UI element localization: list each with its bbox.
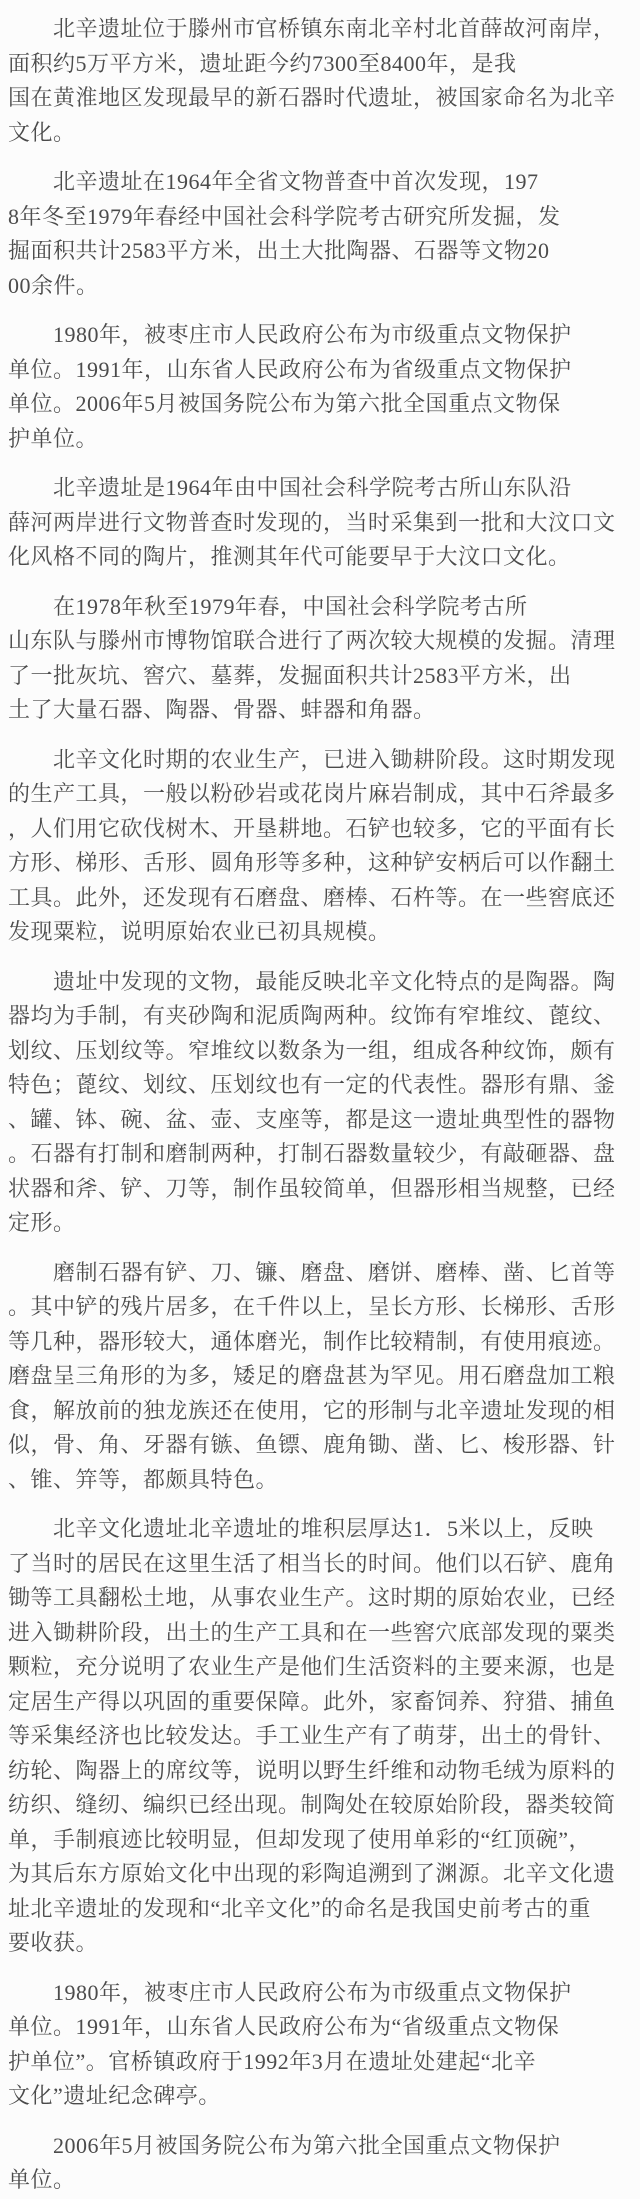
text-line: 单位。 <box>8 2167 76 2192</box>
text-line: 2006年5月被国务院公布为第六批全国重点文物保护 <box>53 2132 561 2158</box>
paragraph <box>8 743 636 950</box>
text-line: 特色；蓖纹、划纹、压划纹也有一定的代表性。器形有鼎、釜 <box>8 1072 616 1097</box>
text-line: 要收获。 <box>8 1930 99 1955</box>
paragraph <box>8 318 636 456</box>
text-line: 、罐、钵、碗、盆、壶、支座等，都是这一遗址典型性的器物 <box>8 1106 616 1132</box>
text-line: 北辛遗址是1964年由中国社会科学院考古所山东队沿 <box>53 475 572 500</box>
text-line: 划纹、压划纹等。窄堆纹以数条为一组，组成各种纹饰，颇有 <box>8 1037 616 1063</box>
paragraph <box>8 165 636 303</box>
text-line: 状器和斧、铲、刀等，制作虽较简单，但器形相当规整，已经 <box>8 1175 616 1201</box>
text-line: 北辛遗址位于滕州市官桥镇东南北辛村北首薛故河南岸， <box>53 16 616 41</box>
text-line: 在1978年秋至1979年春，中国社会科学院考古所 <box>53 593 528 619</box>
paragraph <box>8 2129 636 2198</box>
text-line: 1980年，被枣庄市人民政府公布为市级重点文物保护 <box>53 1979 572 2005</box>
text-line: 化风格不同的陶片，推测其年代可能要早于大汶口文化。 <box>8 544 571 569</box>
text-line: 土了大量石器、陶器、骨器、蚌器和角器。 <box>8 697 436 722</box>
text-line: 进入锄耕阶段，出土的生产工具和在一些窖穴底部发现的粟类 <box>8 1619 616 1645</box>
text-line: 面积约5万平方米，遗址距今约7300至8400年，是我 <box>8 50 517 76</box>
text-line: 工具。此外，还发现有石磨盘、磨棒、石杵等。在一些窖底还 <box>8 884 616 910</box>
text-line: 了一批灰坑、窖穴、墓葬，发掘面积共计2583平方米，出 <box>8 662 572 688</box>
text-line: 了当时的居民在这里生活了相当长的时间。他们以石铲、鹿角 <box>8 1550 616 1576</box>
text-line: 00余件。 <box>8 272 99 298</box>
text-line: 遗址中发现的文物，最能反映北辛文化特点的是陶器。陶 <box>53 968 616 994</box>
text-line: 等采集经济也比较发达。手工业生产有了萌芽，出土的骨针、 <box>8 1723 616 1748</box>
text-line: 址北辛遗址的发现和“北辛文化”的命名是我国史前考古的重 <box>8 1895 592 1921</box>
text-line: 似，骨、角、牙器有镞、鱼镖、鹿角锄、凿、匕、梭形器、针 <box>8 1432 616 1457</box>
paragraph <box>8 1976 636 2114</box>
text-line: 磨制石器有铲、刀、镰、磨盘、磨饼、磨棒、凿、匕首等 <box>53 1259 616 1285</box>
text-line: 等几种，器形较大，通体磨光，制作比较精制，有使用痕迹。 <box>8 1328 616 1354</box>
text-line: 、锥、笄等，都颇具特色。 <box>8 1466 279 1492</box>
text-line: 北辛文化遗址北辛遗址的堆积层厚达1．5米以上，反映 <box>53 1516 594 1541</box>
text-line: 。石器有打制和磨制两种，打制石器数量较少，有敲砸器、盘 <box>8 1141 616 1166</box>
text-line: 定居生产得以巩固的重要保障。此外，家畜饲养、狩猎、捕鱼 <box>8 1688 616 1714</box>
text-line: 方形、梯形、舌形、圆角形等多种，这种铲安柄后可以作翻土 <box>8 850 616 875</box>
text-line: 食，解放前的独龙族还在使用，它的形制与北辛遗址发现的相 <box>8 1397 616 1423</box>
text-line: 为其后东方原始文化中出现的彩陶追溯到了渊源。北辛文化遗 <box>8 1861 616 1886</box>
text-line: 山东队与滕州市博物馆联合进行了两次较大规模的发掘。清理 <box>8 628 616 653</box>
text-line: 文化。 <box>8 119 76 145</box>
paragraph <box>8 1512 636 1961</box>
text-line: 护单位”。官桥镇政府于1992年3月在遗址处建起“北辛 <box>8 2048 537 2074</box>
text-line: 掘面积共计2583平方米，出土大批陶器、石器等文物20 <box>8 238 550 263</box>
paragraph <box>8 471 636 575</box>
text-line: 文化”遗址纪念碑亭。 <box>8 2083 221 2108</box>
text-line: 单位。1991年，山东省人民政府公布为“省级重点文物保 <box>8 2014 560 2039</box>
text-line: 纺织、缝纫、编织已经出现。制陶处在较原始阶段，器类较简 <box>8 1792 616 1817</box>
text-line: 单，手制痕迹比较明显，但却发现了使用单彩的“红顶碗”， <box>8 1826 592 1852</box>
text-line: 8年冬至1979年春经中国社会科学院考古研究所发掘，发 <box>8 203 561 229</box>
paragraph <box>8 965 636 1241</box>
text-line: 锄等工具翻松土地，从事农业生产。这时期的原始农业，已经 <box>8 1585 616 1610</box>
paragraph <box>8 12 636 150</box>
text-line: 定形。 <box>8 1210 76 1235</box>
text-line: 北辛遗址在1964年全省文物普查中首次发现，197 <box>53 169 539 194</box>
text-line: 的生产工具，一般以粉砂岩或花岗片麻岩制成，其中石斧最多 <box>8 781 616 806</box>
text-line: 磨盘呈三角形的为多，矮足的磨盘甚为罕见。用石磨盘加工粮 <box>8 1363 616 1388</box>
paragraph <box>8 1256 636 1498</box>
text-line: 国在黄淮地区发现最早的新石器时代遗址，被国家命名为北辛 <box>8 85 616 110</box>
text-line: 颗粒，充分说明了农业生产是他们生活资料的主要来源，也是 <box>8 1654 616 1679</box>
text-line: 护单位。 <box>8 425 99 451</box>
text-line: ，人们用它砍伐树木、开垦耕地。石铲也较多，它的平面有长 <box>8 815 616 841</box>
text-line: 器均为手制，有夹砂陶和泥质陶两种。纹饰有窄堆纹、蓖纹、 <box>8 1003 616 1028</box>
paragraph <box>8 590 636 728</box>
text-line: 发现粟粒，说明原始农业已初具规模。 <box>8 919 391 944</box>
text-line: 薛河两岸进行文物普查时发现的，当时采集到一批和大汶口文 <box>8 509 616 535</box>
text-line: 单位。2006年5月被国务院公布为第六批全国重点文物保 <box>8 391 561 416</box>
text-line: 北辛文化时期的农业生产，已进入锄耕阶段。这时期发现 <box>53 746 616 772</box>
text-line: 1980年，被枣庄市人民政府公布为市级重点文物保护 <box>53 322 572 347</box>
text-line: 单位。1991年，山东省人民政府公布为省级重点文物保护 <box>8 356 572 382</box>
text-line: 纺轮、陶器上的席纹等，说明以野生纤维和动物毛绒为原料的 <box>8 1757 616 1783</box>
text-line: 。其中铲的残片居多，在千件以上，呈长方形、长梯形、舌形 <box>8 1294 616 1319</box>
